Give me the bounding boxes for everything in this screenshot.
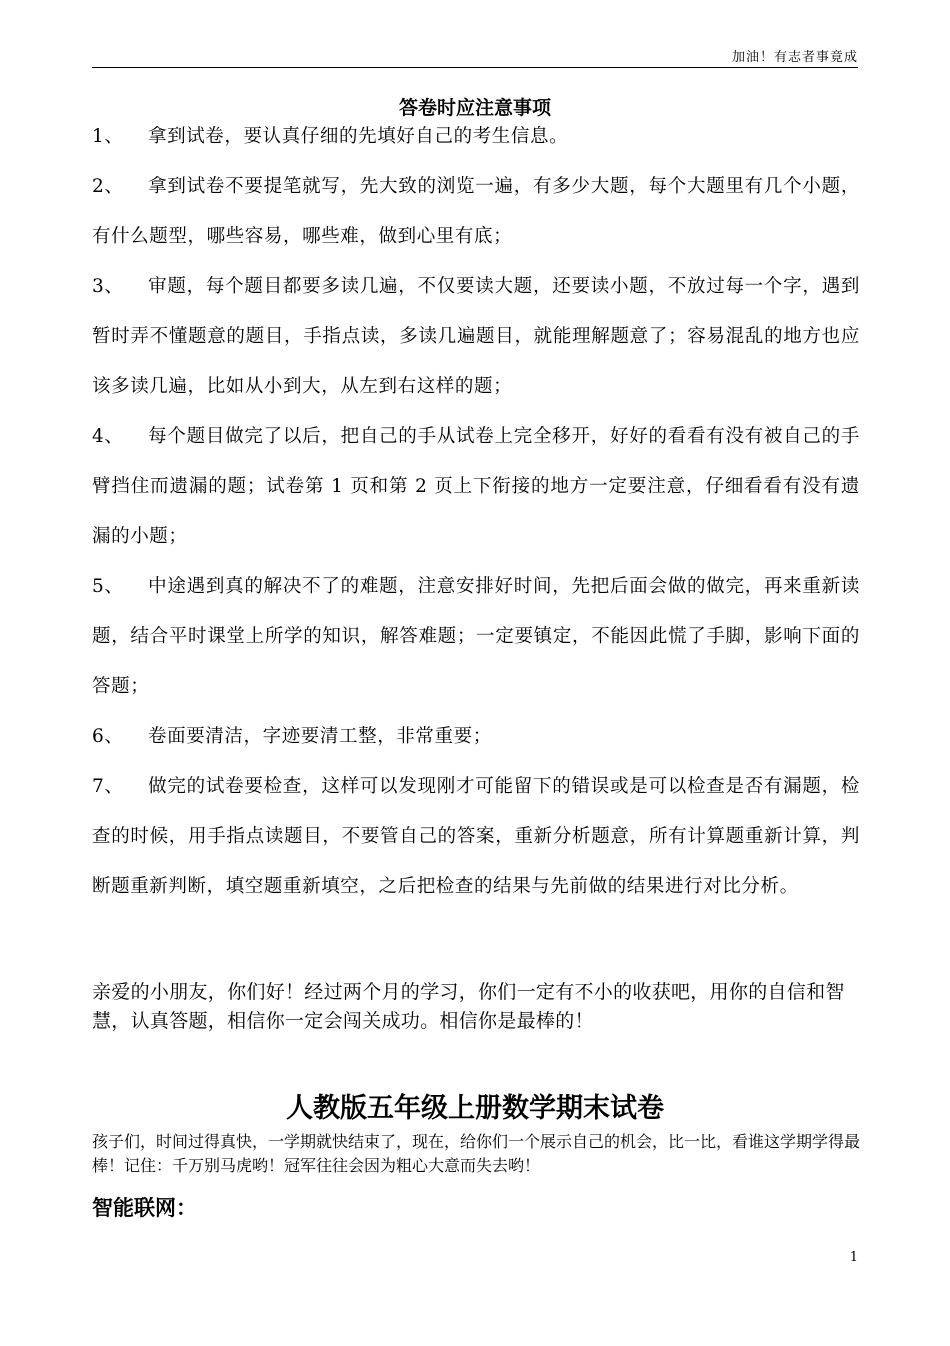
- header-motto: 加油！有志者事竟成: [731, 50, 858, 65]
- notice-item-number: 4、: [92, 426, 124, 447]
- notice-item-number: 3、: [92, 276, 124, 297]
- notice-item-number: 1、: [92, 126, 124, 147]
- notice-item-number: 7、: [92, 776, 124, 797]
- notice-item: [92, 162, 860, 262]
- section-heading: 智能联网：: [92, 1196, 197, 1220]
- notice-item-text: 拿到试卷不要提笔就写，先大致的浏览一遍，有多少大题，每个大题里有几个小题，有什么题型，哪些容易，哪些难，做到心里有底；: [92, 176, 860, 247]
- notice-list: [92, 112, 860, 912]
- notice-item-number: 6、: [92, 726, 124, 747]
- notice-item-text: 拿到试卷，要认真仔细的先填好自己的考生信息。: [148, 126, 569, 147]
- header-divider: [92, 67, 858, 68]
- notice-item-text: 中途遇到真的解决不了的难题，注意安排好时间，先把后面会做的做完，再来重新读题，结合平时课堂上所学的知识，解答难题；一定要镇定，不能因此慌了手脚，影响下面的答题；: [92, 576, 860, 697]
- encouragement-paragraph: 亲爱的小朋友，你们好！经过两个月的学习，你们一定有不小的收获吧，用你的自信和智慧，认真答题，相信你一定会闯关成功。相信你是最棒的！: [92, 981, 845, 1032]
- notice-item: [92, 262, 860, 412]
- notice-item-text: 审题，每个题目都要多读几遍，不仅要读大题，还要读小题，不放过每一个字，遇到暂时弄不懂题意的题目，手指点读，多读几遍题目，就能理解题意了；容易混乱的地方也应该多读几遍，比如从小到大，从左到右这样的题；: [92, 276, 860, 397]
- page-number: 1: [849, 1250, 858, 1265]
- notice-item-number: 5、: [92, 576, 124, 597]
- notice-item-text: 做完的试卷要检查，这样可以发现刚才可能留下的错误或是可以检查是否有漏题，检查的时候，用手指点读题目，不要管自己的答案，重新分析题意，所有计算题重新计算，判断题重新判断，填空题重新填空，之后把检查的结果与先前做的结果进行对比分析。: [92, 776, 860, 897]
- notice-item: [92, 762, 860, 912]
- notice-item: [92, 412, 860, 562]
- exam-title: 人教版五年级上册数学期末试卷: [286, 1093, 664, 1124]
- exam-intro: 孩子们，时间过得真快，一学期就快结束了，现在，给你们一个展示自己的机会，比一比，看谁这学期学得最棒！记住：千万别马虎哟！冠军往往会因为粗心大意而失去哟！: [92, 1132, 861, 1175]
- notice-item: [92, 562, 860, 712]
- notice-item: [92, 712, 860, 762]
- notice-item: [92, 112, 860, 162]
- notice-item-text: 卷面要清洁，字迹要清工整，非常重要；: [148, 726, 492, 747]
- notice-item-text: 每个题目做完了以后，把自己的手从试卷上完全移开，好好的看看有没有被自己的手臂挡住而遗漏的题；试卷第 1 页和第 2 页上下衔接的地方一定要注意，仔细看看有没有遗漏的小题；: [92, 426, 860, 547]
- notice-item-number: 2、: [92, 176, 124, 197]
- notice-title: 答卷时应注意事项: [398, 97, 551, 119]
